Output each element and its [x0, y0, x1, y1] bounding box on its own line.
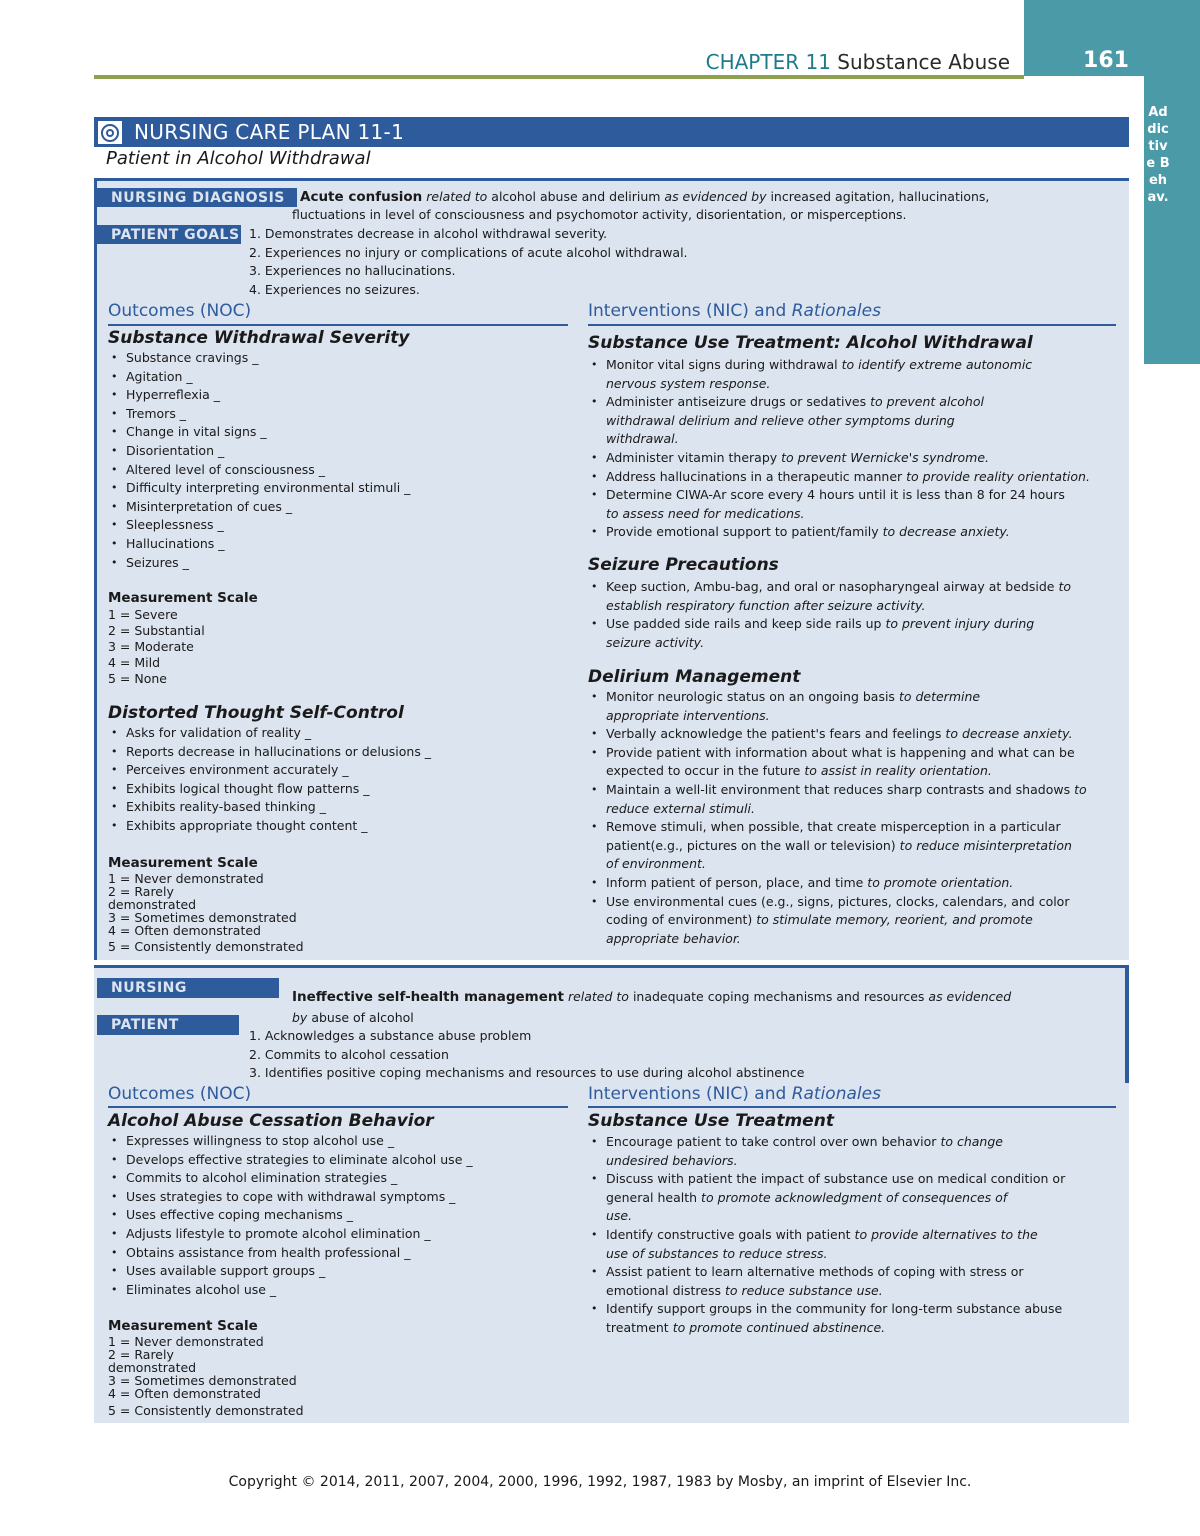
- nursing-diagnosis-label-2: NURSING DIAGNOSIS: [97, 978, 279, 998]
- list-item: • Maintain a well-lit environment that reduces sharp contrasts and shadows to reduce external stimuli.: [588, 781, 1128, 818]
- list-item: • Keep suction, Ambu-bag, and oral or nasopharyngeal airway at bedside to establish respiratory function after seizure activity.: [588, 578, 1128, 615]
- list-item: • Asks for validation of reality _: [108, 724, 568, 743]
- list-item: • Verbally acknowledge the patient's fears and feelings to decrease anxiety.: [588, 725, 1128, 744]
- interventions-column-heading: Interventions (NIC) and Rationales: [588, 301, 881, 321]
- list-item: • Change in vital signs _: [108, 423, 568, 442]
- target-icon: [96, 119, 124, 146]
- list-item: • Provide emotional support to patient/family to decrease anxiety.: [588, 523, 1128, 542]
- list-item: • Adjusts lifestyle to promote alcohol elimination _: [108, 1225, 568, 1244]
- intervention-heading-delirium-management: Delirium Management: [588, 667, 801, 687]
- list-item: • Seizures _: [108, 554, 568, 573]
- list-item: • Expresses willingness to stop alcohol use _: [108, 1132, 568, 1151]
- list-item: • Identify support groups in the community for long-term substance abuse treatment to promote continued abstinence.: [588, 1300, 1128, 1337]
- interventions-column-heading-2: Interventions (NIC) and Rationales: [588, 1084, 881, 1104]
- alcohol-withdrawal-interventions: [588, 356, 1128, 542]
- patient-goals-list: 1. Demonstrates decrease in alcohol withdrawal severity. 2. Experiences no injury or complications of acute alcohol withdrawal. 3. Experiences no hallucinations. 4. Experiences no seizures.: [249, 226, 688, 297]
- diagnosis-statement-2: Ineffective self-health management related to inadequate coping mechanisms and resources as evidenced: [292, 989, 1012, 1005]
- measurement-scale-list: 1 = Never demonstrated 2 = Rarely demonstrated 3 = Sometimes demonstrated 4 = Often demonstrated 5 = Consistently demonstrated: [108, 1334, 304, 1418]
- chapter-heading: [620, 50, 1010, 74]
- side-tab-label: Addictive Behav.: [1146, 105, 1170, 205]
- list-item: • Uses strategies to cope with withdrawal symptoms _: [108, 1188, 568, 1207]
- list-item: • Disorientation _: [108, 442, 568, 461]
- care-plan-title: NURSING CARE PLAN 11-1: [134, 120, 405, 144]
- interventions-rule-2: [588, 1106, 1116, 1108]
- measurement-scale-list: 1 = Never demonstrated 2 = Rarely demonstrated 3 = Sometimes demonstrated 4 = Often demonstrated 5 = Consistently demonstrated: [108, 871, 304, 954]
- list-item: • Remove stimuli, when possible, that create misperception in a particular patient(e.g., pictures on the wall or television) to reduce misinterpretation of environment.: [588, 818, 1128, 874]
- list-item: • Difficulty interpreting environmental stimuli _: [108, 479, 568, 498]
- distorted-thought-list: [108, 724, 568, 836]
- measurement-scale-heading: Measurement Scale: [108, 855, 258, 871]
- intervention-heading-alcohol-withdrawal: Substance Use Treatment: Alcohol Withdrawal: [588, 333, 1033, 353]
- list-item: • Hallucinations _: [108, 535, 568, 554]
- list-item: • Exhibits appropriate thought content _: [108, 817, 568, 836]
- list-item: • Inform patient of person, place, and time to promote orientation.: [588, 874, 1128, 893]
- list-item: • Use environmental cues (e.g., signs, pictures, clocks, calendars, and color coding of environment) to stimulate memory, reorient, and promote appropriate behavior.: [588, 893, 1128, 949]
- list-item: • Hyperreflexia _: [108, 386, 568, 405]
- chapter-title: Substance Abuse: [837, 50, 1010, 74]
- list-item: • Uses effective coping mechanisms _: [108, 1206, 568, 1225]
- diagnosis-statement-cont: fluctuations in level of consciousness and psychomotor activity, disorientation, or misperceptions.: [292, 207, 907, 222]
- list-item: • Develops effective strategies to eliminate alcohol use _: [108, 1151, 568, 1170]
- measurement-scale-list: 1 = Severe 2 = Substantial 3 = Moderate 4 = Mild 5 = None: [108, 607, 205, 686]
- list-item: • Determine CIWA-Ar score every 4 hours until it is less than 8 for 24 hours to assess need for medications.: [588, 486, 1128, 523]
- patient-goals-label-2: PATIENT GOALS: [97, 1015, 239, 1035]
- care-plan-subtitle: Patient in Alcohol Withdrawal: [106, 148, 371, 169]
- list-item: • Monitor neurologic status on an ongoing basis to determine appropriate interventions.: [588, 688, 1128, 725]
- outcome-heading-cessation-behavior: Alcohol Abuse Cessation Behavior: [108, 1111, 434, 1131]
- chapter-label: CHAPTER 11: [705, 50, 831, 74]
- outcome-heading-distorted-thought: Distorted Thought Self-Control: [108, 703, 404, 723]
- panel-2-edge: [1125, 965, 1129, 1083]
- list-item: • Obtains assistance from health professional _: [108, 1244, 568, 1263]
- patient-goals-list-2: 1. Acknowledges a substance abuse problem 2. Commits to alcohol cessation 3. Identifies positive coping mechanisms and resources to use during alcohol abstinence: [249, 1028, 805, 1080]
- measurement-scale-heading: Measurement Scale: [108, 1318, 258, 1334]
- page-number: 161: [1083, 48, 1129, 73]
- delirium-management-interventions: [588, 688, 1128, 948]
- list-item: • Exhibits logical thought flow patterns _: [108, 780, 568, 799]
- list-item: • Identify constructive goals with patient to provide alternatives to the use of substances to reduce stress.: [588, 1226, 1128, 1263]
- outcomes-column-heading-2: Outcomes (NOC): [108, 1084, 252, 1104]
- list-item: • Uses available support groups _: [108, 1262, 568, 1281]
- outcomes-column-heading: Outcomes (NOC): [108, 301, 252, 321]
- list-item: • Administer vitamin therapy to prevent Wernicke's syndrome.: [588, 449, 1128, 468]
- list-item: • Reports decrease in hallucinations or delusions _: [108, 743, 568, 762]
- list-item: • Assist patient to learn alternative methods of coping with stress or emotional distress to reduce substance use.: [588, 1263, 1128, 1300]
- list-item: • Tremors _: [108, 405, 568, 424]
- measurement-scale-heading: Measurement Scale: [108, 590, 258, 606]
- nursing-diagnosis-label: NURSING DIAGNOSIS: [97, 188, 297, 207]
- seizure-precaution-interventions: [588, 578, 1128, 652]
- list-item: • Substance cravings _: [108, 349, 568, 368]
- list-item: • Exhibits reality-based thinking _: [108, 798, 568, 817]
- intervention-heading-substance-use-treatment: Substance Use Treatment: [588, 1111, 834, 1131]
- list-item: • Eliminates alcohol use _: [108, 1281, 568, 1300]
- list-item: • Provide patient with information about what is happening and what can be expected to occur in the future to assist in reality orientation.: [588, 744, 1128, 781]
- list-item: • Monitor vital signs during withdrawal to identify extreme autonomic nervous system response.: [588, 356, 1128, 393]
- intervention-heading-seizure-precautions: Seizure Precautions: [588, 555, 779, 575]
- withdrawal-severity-list: [108, 349, 568, 572]
- list-item: • Use padded side rails and keep side rails up to prevent injury during seizure activity.: [588, 615, 1128, 652]
- outcomes-rule-2: [108, 1106, 568, 1108]
- list-item: • Agitation _: [108, 368, 568, 387]
- diagnosis-statement: Acute confusion related to alcohol abuse and delirium as evidenced by increased agitation, hallucinations,: [300, 189, 990, 205]
- header-rule: [94, 75, 1024, 79]
- outcome-heading-withdrawal-severity: Substance Withdrawal Severity: [108, 328, 410, 348]
- list-item: • Commits to alcohol elimination strategies _: [108, 1169, 568, 1188]
- patient-goals-label: PATIENT GOALS: [97, 225, 241, 244]
- outcomes-rule: [108, 324, 568, 326]
- list-item: • Discuss with patient the impact of substance use on medical condition or general health to promote acknowledgment of consequences of use.: [588, 1170, 1128, 1226]
- interventions-rule: [588, 324, 1116, 326]
- list-item: • Administer antiseizure drugs or sedatives to prevent alcohol withdrawal delirium and relieve other symptoms during withdrawal.: [588, 393, 1128, 449]
- list-item: • Sleeplessness _: [108, 516, 568, 535]
- list-item: • Address hallucinations in a therapeutic manner to provide reality orientation.: [588, 468, 1128, 487]
- cessation-behavior-list: [108, 1132, 568, 1299]
- substance-use-treatment-interventions: [588, 1133, 1128, 1338]
- list-item: • Encourage patient to take control over own behavior to change undesired behaviors.: [588, 1133, 1128, 1170]
- list-item: • Altered level of consciousness _: [108, 461, 568, 480]
- list-item: • Misinterpretation of cues _: [108, 498, 568, 517]
- list-item: • Perceives environment accurately _: [108, 761, 568, 780]
- copyright-notice: Copyright © 2014, 2011, 2007, 2004, 2000, 1996, 1992, 1987, 1983 by Mosby, an imprint of Elsevier Inc.: [228, 1474, 972, 1490]
- diagnosis-statement-2-cont: by abuse of alcohol: [292, 1010, 414, 1025]
